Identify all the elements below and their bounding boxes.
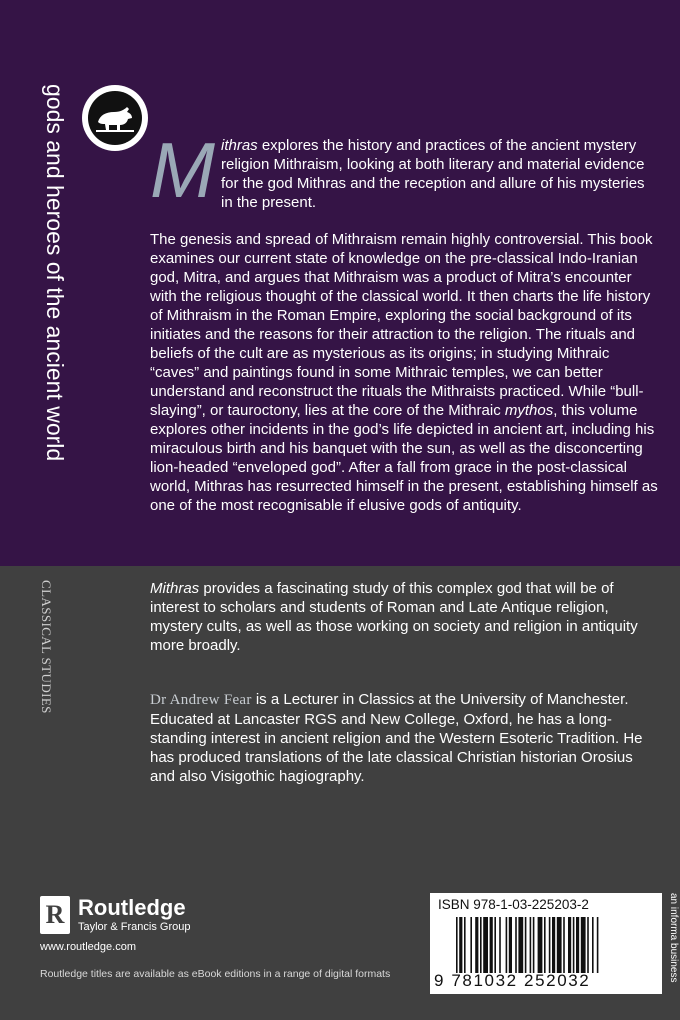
barcode-bar	[459, 917, 462, 973]
barcode-bar	[515, 917, 517, 973]
author-bio: Dr Andrew Fear is a Lecturer in Classics at the University of Manchester. Educated at Lancaster RGS and New College, Oxford, he has a long-standing interest in ancient religion and the Western Esoteric Tradition. He has produced translations of the late classical Christian historian Orosius and also Visigothic hagiography.	[150, 691, 643, 785]
isbn-barcode-box	[430, 893, 662, 994]
publisher-website: www.routledge.com	[40, 941, 136, 953]
barcode-bar	[568, 917, 571, 973]
barcode-bar	[525, 917, 527, 973]
isbn-digits: 9 781032 252032	[434, 971, 591, 990]
routledge-mark-icon: R	[40, 896, 70, 934]
barcode-bar	[483, 917, 488, 973]
barcode-bar	[563, 917, 565, 973]
ebook-note: Routledge titles are available as eBook editions in a range of digital formats	[40, 968, 391, 980]
barcode-bar	[552, 917, 555, 973]
publisher-logo	[40, 896, 190, 934]
barcode-bar	[587, 917, 589, 973]
isbn-label: ISBN 978-1-03-225203-2	[438, 897, 589, 912]
main-paragraph: The genesis and spread of Mithraism remain highly controversial. This book examines our current state of knowledge on the pre-classical Indo-Iranian god, Mitra, and argues that Mithraism was a product of Mitra’s encounter with the religious thought of the classical world. It then charts the life history of Mithraism in the Roman Empire, exploring the social background of its initiates and the reasons for their attraction to the religion. The rituals and beliefs of the cult are as mysterious as its origins; in studying Mithraic “caves” and paintings found in some Mithraic temples, we can better understand and reconstruct the rituals the Mithraists practiced. While “bull-slaying”, or tauroctony, lies at the core of the Mithraic mythos, this volume explores other incidents in the god’s life depicted in ancient art, including his miraculous birth and his banquet with the sun, as well as the disconcerting lion-headed “enveloped god”. After a fall from grace in the post-classical world, Mithras has resurrected himself in the present, establishing himself as one of the most recognisable if elusive gods of antiquity.	[150, 231, 658, 514]
barcode-bar	[475, 917, 478, 973]
closing-paragraph: Mithras provides a fascinating study of this complex god that will be of interest to scholars and students of Roman and Late Antique religion, mystery cults, as well as those working on society and religion in antiquity more broadly.	[150, 580, 638, 654]
barcode-bar	[530, 917, 532, 973]
barcode-bar	[573, 917, 575, 973]
barcode-bar	[557, 917, 562, 973]
barcode-bar	[533, 917, 535, 973]
intro-text: explores the history and practices of the ancient mystery religion Mithraism, looking at both literary and material evidence for the god Mithras and the reception and allure of his mysteries in the present.	[220, 137, 645, 211]
barcode-bar	[544, 917, 546, 973]
barcode-bar	[576, 917, 579, 973]
barcode-bar	[464, 917, 466, 973]
barcode-bar	[490, 917, 493, 973]
barcode-bar	[480, 917, 482, 973]
series-title: gods and heroes of the ancient world	[42, 84, 68, 462]
informa-note: an informa business	[668, 893, 679, 983]
publisher-name: Routledge	[78, 895, 186, 920]
barcode-bar	[509, 917, 512, 973]
barcode-bar	[597, 917, 599, 973]
subject-label: CLASSICAL STUDIES	[39, 580, 54, 714]
barcode-bar	[456, 917, 458, 973]
intro-paragraph	[150, 126, 660, 214]
barcode-bar	[592, 917, 594, 973]
barcode-bar	[538, 917, 543, 973]
publisher-group: Taylor & Francis Group	[78, 921, 191, 933]
barcode	[456, 917, 642, 973]
series-logo	[82, 85, 148, 151]
barcode-bar	[499, 917, 501, 973]
barcode-bar	[470, 917, 472, 973]
barcode-bar	[581, 917, 586, 973]
drop-cap: M	[150, 126, 215, 214]
author-name: Dr Andrew Fear	[150, 692, 252, 708]
bull-icon	[94, 102, 136, 134]
barcode-bar	[518, 917, 523, 973]
barcode-bar	[494, 917, 496, 973]
lead-word: ithras	[220, 137, 258, 154]
barcode-bar	[506, 917, 508, 973]
barcode-bar	[549, 917, 551, 973]
